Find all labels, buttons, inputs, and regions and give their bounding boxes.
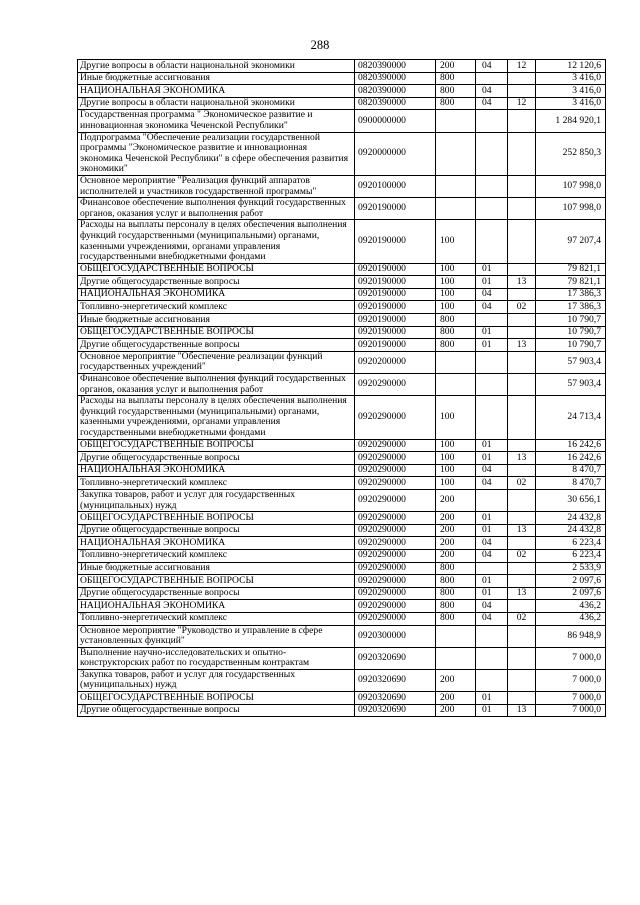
subsection-cell: 13	[508, 452, 536, 465]
section-cell: 04	[476, 549, 508, 562]
amount-cell: 2 097,6	[536, 587, 606, 600]
amount-cell: 6 223,4	[536, 549, 606, 562]
section-cell	[476, 625, 508, 647]
amount-cell: 16 242,6	[536, 439, 606, 452]
subsection-cell: 13	[508, 339, 536, 352]
target-code-cell: 0920290000	[355, 537, 436, 550]
table-row	[78, 374, 606, 396]
expense-type-cell: 800	[436, 600, 476, 613]
section-cell	[476, 374, 508, 396]
subsection-cell	[508, 351, 536, 373]
subsection-cell	[508, 464, 536, 477]
table-row	[78, 625, 606, 647]
table-row	[78, 549, 606, 562]
table-row	[78, 704, 606, 717]
target-code-cell: 0820390000	[355, 60, 436, 73]
expense-type-cell: 200	[436, 524, 476, 537]
section-cell	[476, 110, 508, 132]
target-code-cell: 0920290000	[355, 396, 436, 439]
target-code-cell: 0920290000	[355, 575, 436, 588]
subsection-cell	[508, 110, 536, 132]
subsection-cell	[508, 439, 536, 452]
target-code-cell: 0920290000	[355, 477, 436, 490]
amount-cell: 79 821,1	[536, 276, 606, 289]
target-code-cell: 0920290000	[355, 489, 436, 511]
expense-type-cell	[436, 175, 476, 197]
target-code-cell: 0920290000	[355, 600, 436, 613]
row-name-cell: Основное мероприятие "Реализация функций аппаратов исполнителей и участников государственной программы"	[78, 175, 355, 197]
target-code-cell: 0920320690	[355, 669, 436, 691]
expense-type-cell	[436, 625, 476, 647]
expense-type-cell	[436, 132, 476, 175]
section-cell	[476, 220, 508, 263]
target-code-cell: 0920190000	[355, 263, 436, 276]
amount-cell: 8 470,7	[536, 464, 606, 477]
amount-cell: 57 903,4	[536, 374, 606, 396]
table-row	[78, 477, 606, 490]
target-code-cell: 0920190000	[355, 220, 436, 263]
section-cell: 01	[476, 512, 508, 525]
target-code-cell: 0920190000	[355, 339, 436, 352]
row-name-cell: ОБЩЕГОСУДАРСТВЕННЫЕ ВОПРОСЫ	[78, 575, 355, 588]
expense-type-cell: 200	[436, 704, 476, 717]
target-code-cell: 0920290000	[355, 439, 436, 452]
expense-type-cell: 800	[436, 97, 476, 110]
expense-type-cell: 800	[436, 326, 476, 339]
expense-type-cell	[436, 351, 476, 373]
section-cell	[476, 647, 508, 669]
row-name-cell: Закупка товаров, работ и услуг для государственных (муниципальных) нужд	[78, 669, 355, 691]
table-row	[78, 72, 606, 85]
row-name-cell: Другие общегосударственные вопросы	[78, 276, 355, 289]
subsection-cell	[508, 489, 536, 511]
section-cell: 04	[476, 477, 508, 490]
subsection-cell: 12	[508, 60, 536, 73]
table-row	[78, 452, 606, 465]
section-cell	[476, 396, 508, 439]
section-cell	[476, 562, 508, 575]
table-row	[78, 612, 606, 625]
target-code-cell: 0920190000	[355, 301, 436, 314]
row-name-cell: Другие вопросы в области национальной экономики	[78, 97, 355, 110]
section-cell: 01	[476, 263, 508, 276]
table-row	[78, 600, 606, 613]
target-code-cell: 0920290000	[355, 512, 436, 525]
row-name-cell: Топливно-энергетический комплекс	[78, 549, 355, 562]
table-row	[78, 575, 606, 588]
row-name-cell: Основное мероприятие "Руководство и управление в сфере установленных функций"	[78, 625, 355, 647]
target-code-cell: 0920290000	[355, 549, 436, 562]
amount-cell: 2 533,9	[536, 562, 606, 575]
subsection-cell	[508, 263, 536, 276]
amount-cell: 17 386,3	[536, 301, 606, 314]
section-cell: 04	[476, 85, 508, 98]
subsection-cell	[508, 326, 536, 339]
amount-cell: 24 713,4	[536, 396, 606, 439]
section-cell: 01	[476, 704, 508, 717]
subsection-cell	[508, 669, 536, 691]
row-name-cell: Другие общегосударственные вопросы	[78, 704, 355, 717]
target-code-cell: 0920190000	[355, 314, 436, 327]
subsection-cell: 02	[508, 612, 536, 625]
target-code-cell: 0920290000	[355, 587, 436, 600]
target-code-cell: 0920190000	[355, 198, 436, 220]
row-name-cell: Расходы на выплаты персоналу в целях обеспечения выполнения функций государственными (муниципальными) органами, казенными учреждениями, органами управления государственными внебюджетными фондами	[78, 220, 355, 263]
subsection-cell	[508, 647, 536, 669]
table-row	[78, 314, 606, 327]
row-name-cell: ОБЩЕГОСУДАРСТВЕННЫЕ ВОПРОСЫ	[78, 512, 355, 525]
row-name-cell: Другие общегосударственные вопросы	[78, 339, 355, 352]
expense-type-cell: 100	[436, 464, 476, 477]
row-name-cell: Топливно-энергетический комплекс	[78, 301, 355, 314]
row-name-cell: НАЦИОНАЛЬНАЯ ЭКОНОМИКА	[78, 600, 355, 613]
section-cell	[476, 175, 508, 197]
row-name-cell: НАЦИОНАЛЬНАЯ ЭКОНОМИКА	[78, 288, 355, 301]
row-name-cell: ОБЩЕГОСУДАРСТВЕННЫЕ ВОПРОСЫ	[78, 263, 355, 276]
expense-type-cell: 200	[436, 60, 476, 73]
table-row	[78, 85, 606, 98]
table-row	[78, 198, 606, 220]
amount-cell: 79 821,1	[536, 263, 606, 276]
subsection-cell	[508, 692, 536, 705]
subsection-cell	[508, 512, 536, 525]
target-code-cell: 0920100000	[355, 175, 436, 197]
subsection-cell	[508, 198, 536, 220]
amount-cell: 7 000,0	[536, 669, 606, 691]
amount-cell: 10 790,7	[536, 339, 606, 352]
row-name-cell: Другие вопросы в области национальной экономики	[78, 60, 355, 73]
row-name-cell: ОБЩЕГОСУДАРСТВЕННЫЕ ВОПРОСЫ	[78, 439, 355, 452]
expense-type-cell: 100	[436, 276, 476, 289]
subsection-cell: 02	[508, 301, 536, 314]
target-code-cell: 0920190000	[355, 326, 436, 339]
amount-cell: 8 470,7	[536, 477, 606, 490]
amount-cell: 252 850,3	[536, 132, 606, 175]
row-name-cell: Иные бюджетные ассигнования	[78, 562, 355, 575]
subsection-cell	[508, 562, 536, 575]
expense-type-cell: 200	[436, 537, 476, 550]
amount-cell: 7 000,0	[536, 704, 606, 717]
expense-type-cell: 800	[436, 562, 476, 575]
section-cell	[476, 489, 508, 511]
expense-type-cell: 200	[436, 669, 476, 691]
section-cell: 04	[476, 301, 508, 314]
amount-cell: 7 000,0	[536, 647, 606, 669]
amount-cell: 86 948,9	[536, 625, 606, 647]
section-cell: 04	[476, 600, 508, 613]
expense-type-cell: 800	[436, 314, 476, 327]
expense-type-cell: 100	[436, 452, 476, 465]
row-name-cell: Финансовое обеспечение выполнения функций государственных органов, оказания услуг и выполнения работ	[78, 198, 355, 220]
section-cell: 04	[476, 537, 508, 550]
section-cell: 01	[476, 575, 508, 588]
target-code-cell: 0920290000	[355, 612, 436, 625]
target-code-cell: 0920200000	[355, 351, 436, 373]
section-cell: 01	[476, 439, 508, 452]
subsection-cell	[508, 537, 536, 550]
target-code-cell: 0920290000	[355, 562, 436, 575]
expense-type-cell: 200	[436, 549, 476, 562]
row-name-cell: Выполнение научно-исследовательских и опытно-конструкторских работ по государственным контрактам	[78, 647, 355, 669]
section-cell: 01	[476, 587, 508, 600]
subsection-cell	[508, 85, 536, 98]
budget-table-body	[78, 60, 606, 717]
table-row	[78, 263, 606, 276]
amount-cell: 436,2	[536, 612, 606, 625]
expense-type-cell: 100	[436, 477, 476, 490]
row-name-cell: ОБЩЕГОСУДАРСТВЕННЫЕ ВОПРОСЫ	[78, 326, 355, 339]
table-row	[78, 489, 606, 511]
amount-cell: 17 386,3	[536, 288, 606, 301]
row-name-cell: Государственная программа " Экономическое развитие и инновационная экономика Чеченской Республики"	[78, 110, 355, 132]
row-name-cell: ОБЩЕГОСУДАРСТВЕННЫЕ ВОПРОСЫ	[78, 692, 355, 705]
expense-type-cell: 100	[436, 396, 476, 439]
subsection-cell: 02	[508, 477, 536, 490]
amount-cell: 30 656,1	[536, 489, 606, 511]
target-code-cell: 0920290000	[355, 452, 436, 465]
expense-type-cell: 200	[436, 692, 476, 705]
amount-cell: 10 790,7	[536, 314, 606, 327]
subsection-cell: 13	[508, 276, 536, 289]
amount-cell: 10 790,7	[536, 326, 606, 339]
amount-cell: 12 120,6	[536, 60, 606, 73]
row-name-cell: Финансовое обеспечение выполнения функций государственных органов, оказания услуг и выполнения работ	[78, 374, 355, 396]
amount-cell: 1 284 920,1	[536, 110, 606, 132]
subsection-cell	[508, 625, 536, 647]
expense-type-cell: 100	[436, 220, 476, 263]
row-name-cell: Другие общегосударственные вопросы	[78, 524, 355, 537]
expense-type-cell: 100	[436, 301, 476, 314]
expense-type-cell: 800	[436, 575, 476, 588]
amount-cell: 3 416,0	[536, 97, 606, 110]
target-code-cell: 0920290000	[355, 524, 436, 537]
row-name-cell: НАЦИОНАЛЬНАЯ ЭКОНОМИКА	[78, 85, 355, 98]
subsection-cell: 13	[508, 524, 536, 537]
amount-cell: 2 097,6	[536, 575, 606, 588]
amount-cell: 107 998,0	[536, 198, 606, 220]
section-cell: 01	[476, 524, 508, 537]
expense-type-cell: 100	[436, 263, 476, 276]
row-name-cell: Основное мероприятие "Обеспечение реализации функций государственных учреждений"	[78, 351, 355, 373]
table-row	[78, 512, 606, 525]
subsection-cell	[508, 72, 536, 85]
expense-type-cell	[436, 647, 476, 669]
row-name-cell: Топливно-энергетический комплекс	[78, 612, 355, 625]
expense-type-cell: 800	[436, 587, 476, 600]
section-cell: 01	[476, 692, 508, 705]
subsection-cell	[508, 132, 536, 175]
table-row	[78, 669, 606, 691]
row-name-cell: НАЦИОНАЛЬНАЯ ЭКОНОМИКА	[78, 464, 355, 477]
target-code-cell: 0920000000	[355, 132, 436, 175]
expense-type-cell	[436, 110, 476, 132]
target-code-cell: 0920190000	[355, 288, 436, 301]
table-row	[78, 339, 606, 352]
section-cell: 01	[476, 326, 508, 339]
subsection-cell: 02	[508, 549, 536, 562]
row-name-cell: Подпрограмма "Обеспечение реализации государственной программы "Экономическое развитие и инновационная экономика Чеченской Республики" в сфере обеспечения развития экономики"	[78, 132, 355, 175]
section-cell: 04	[476, 464, 508, 477]
table-row	[78, 175, 606, 197]
target-code-cell: 0900000000	[355, 110, 436, 132]
expense-type-cell: 800	[436, 72, 476, 85]
target-code-cell: 0920300000	[355, 625, 436, 647]
page-number: 288	[310, 38, 330, 52]
amount-cell: 97 207,4	[536, 220, 606, 263]
expense-type-cell: 800	[436, 612, 476, 625]
expense-type-cell	[436, 198, 476, 220]
table-row	[78, 647, 606, 669]
expense-type-cell: 800	[436, 85, 476, 98]
amount-cell: 3 416,0	[536, 85, 606, 98]
section-cell	[476, 198, 508, 220]
table-row	[78, 60, 606, 73]
subsection-cell: 12	[508, 97, 536, 110]
table-row	[78, 326, 606, 339]
target-code-cell: 0920320690	[355, 704, 436, 717]
table-row	[78, 587, 606, 600]
expense-type-cell: 100	[436, 439, 476, 452]
amount-cell: 57 903,4	[536, 351, 606, 373]
section-cell: 04	[476, 60, 508, 73]
subsection-cell	[508, 575, 536, 588]
section-cell: 04	[476, 612, 508, 625]
subsection-cell	[508, 288, 536, 301]
amount-cell: 24 432,8	[536, 524, 606, 537]
table-row	[78, 220, 606, 263]
table-row	[78, 97, 606, 110]
table-row	[78, 562, 606, 575]
expense-type-cell: 100	[436, 288, 476, 301]
subsection-cell	[508, 600, 536, 613]
table-row	[78, 524, 606, 537]
table-row	[78, 132, 606, 175]
section-cell: 04	[476, 97, 508, 110]
table-row	[78, 276, 606, 289]
section-cell	[476, 132, 508, 175]
section-cell	[476, 72, 508, 85]
target-code-cell: 0820390000	[355, 72, 436, 85]
subsection-cell	[508, 175, 536, 197]
amount-cell: 107 998,0	[536, 175, 606, 197]
target-code-cell: 0920320690	[355, 692, 436, 705]
section-cell: 01	[476, 452, 508, 465]
target-code-cell: 0820390000	[355, 97, 436, 110]
section-cell	[476, 314, 508, 327]
target-code-cell: 0920290000	[355, 374, 436, 396]
row-name-cell: Иные бюджетные ассигнования	[78, 314, 355, 327]
table-row	[78, 288, 606, 301]
expense-type-cell: 200	[436, 489, 476, 511]
row-name-cell: НАЦИОНАЛЬНАЯ ЭКОНОМИКА	[78, 537, 355, 550]
amount-cell: 436,2	[536, 600, 606, 613]
table-row	[78, 396, 606, 439]
budget-table	[77, 59, 606, 717]
table-row	[78, 301, 606, 314]
row-name-cell: Закупка товаров, работ и услуг для государственных (муниципальных) нужд	[78, 489, 355, 511]
amount-cell: 6 223,4	[536, 537, 606, 550]
amount-cell: 3 416,0	[536, 72, 606, 85]
table-row	[78, 351, 606, 373]
expense-type-cell: 800	[436, 339, 476, 352]
subsection-cell	[508, 396, 536, 439]
row-name-cell: Другие общегосударственные вопросы	[78, 587, 355, 600]
table-row	[78, 110, 606, 132]
section-cell: 04	[476, 288, 508, 301]
row-name-cell: Топливно-энергетический комплекс	[78, 477, 355, 490]
target-code-cell: 0920290000	[355, 464, 436, 477]
table-row	[78, 537, 606, 550]
subsection-cell	[508, 220, 536, 263]
subsection-cell	[508, 374, 536, 396]
subsection-cell: 13	[508, 704, 536, 717]
row-name-cell: Другие общегосударственные вопросы	[78, 452, 355, 465]
amount-cell: 16 242,6	[536, 452, 606, 465]
table-row	[78, 464, 606, 477]
amount-cell: 7 000,0	[536, 692, 606, 705]
row-name-cell: Расходы на выплаты персоналу в целях обеспечения выполнения функций государственными (муниципальными) органами, казенными учреждениями, органами управления государственными внебюджетными фондами	[78, 396, 355, 439]
section-cell: 01	[476, 276, 508, 289]
target-code-cell: 0920190000	[355, 276, 436, 289]
target-code-cell: 0820390000	[355, 85, 436, 98]
section-cell	[476, 351, 508, 373]
section-cell	[476, 669, 508, 691]
table-row	[78, 439, 606, 452]
table-row	[78, 692, 606, 705]
subsection-cell: 13	[508, 587, 536, 600]
target-code-cell: 0920320690	[355, 647, 436, 669]
section-cell: 01	[476, 339, 508, 352]
amount-cell: 24 432,8	[536, 512, 606, 525]
expense-type-cell	[436, 374, 476, 396]
expense-type-cell: 200	[436, 512, 476, 525]
subsection-cell	[508, 314, 536, 327]
row-name-cell: Иные бюджетные ассигнования	[78, 72, 355, 85]
